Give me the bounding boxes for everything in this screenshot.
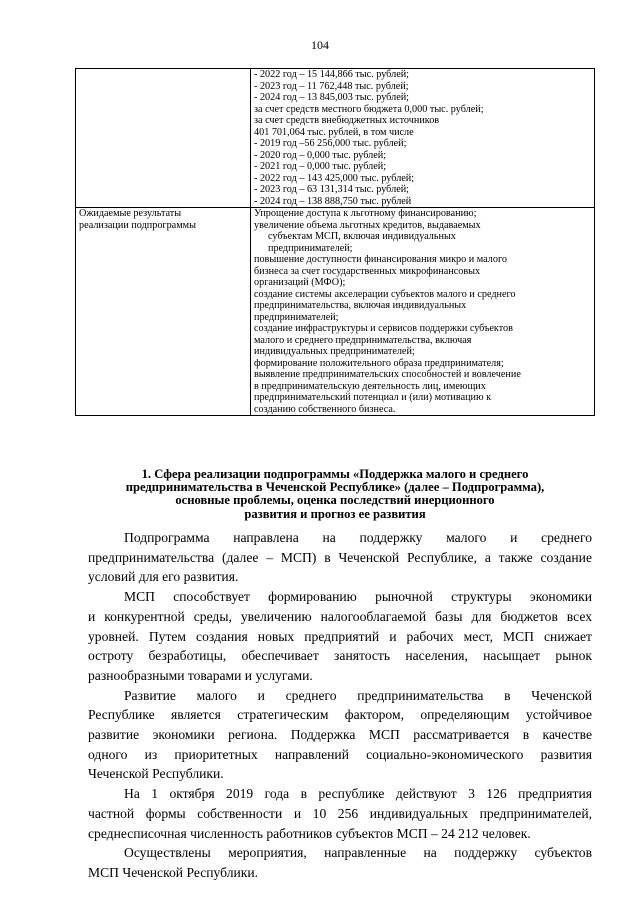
page-number: 104 bbox=[311, 38, 329, 52]
cell-line: выявление предпринимательских способностей и вовлечение bbox=[254, 369, 521, 380]
cell-line: предпринимательский потенциал и (или) мотивацию к bbox=[254, 392, 492, 403]
cell-line: - 2020 год – 0,000 тыс. рублей; bbox=[254, 149, 387, 161]
table-cell-label bbox=[76, 69, 251, 208]
paragraph bbox=[88, 784, 592, 843]
table-cell-value bbox=[251, 208, 595, 416]
section-heading bbox=[85, 468, 585, 521]
cell-line: созданию собственного бизнеса. bbox=[254, 403, 396, 415]
heading-line: основные проблемы, оценка последствий инерционного bbox=[175, 493, 495, 508]
paragraph-line: МСП способствует формированию рыночной структуры экономики bbox=[124, 589, 592, 605]
paragraph-line: частной формы собственности и 10 256 индивидуальных предпринимателей, bbox=[88, 805, 592, 821]
heading-line: предпринимательства в Чеченской Республике» (далее – Подпрограмма), bbox=[125, 480, 545, 495]
cell-line: в предпринимательскую деятельность лиц, имеющих bbox=[254, 380, 486, 392]
cell-line: предпринимателей; bbox=[254, 311, 339, 323]
paragraph-line: Развитие малого и среднего предпринимательства в Чеченской bbox=[124, 687, 592, 703]
paragraph bbox=[88, 528, 592, 587]
paragraph-line: Осуществлены мероприятия, направленные на поддержку субъектов bbox=[124, 845, 592, 861]
cell-line: субъектам МСП, включая индивидуальных bbox=[268, 231, 456, 242]
table-row bbox=[76, 69, 595, 208]
cell-line: малого и среднего предпринимательства, включая bbox=[254, 334, 472, 346]
table-cell-value bbox=[251, 69, 595, 208]
cell-line: повышение доступности финансирования микро и малого bbox=[254, 254, 507, 265]
cell-line: за счет средств местного бюджета 0,000 тыс. рублей; bbox=[254, 103, 484, 115]
paragraph bbox=[88, 843, 592, 882]
cell-line: Ожидаемые результаты bbox=[79, 208, 182, 219]
paragraph-line: одного из приоритетных направлений социально-экономического развития bbox=[88, 746, 592, 762]
paragraph-line: МСП Чеченской Республики. bbox=[88, 864, 259, 880]
cell-line: - 2022 год – 143 425,000 тыс. рублей; bbox=[254, 172, 415, 184]
cell-line: за счет средств внебюджетных источников bbox=[254, 115, 440, 126]
cell-line: увеличение объема льготных кредитов, выдаваемых bbox=[254, 219, 481, 231]
heading-line: 1. Сфера реализации подпрограммы «Поддержка малого и среднего bbox=[141, 467, 529, 481]
cell-line: создание инфраструктуры и сервисов поддержки субъектов bbox=[254, 323, 513, 334]
cell-line: 401 701,064 тыс. рублей, в том числе bbox=[254, 126, 414, 138]
subprogram-passport-table bbox=[75, 68, 595, 416]
paragraph-line: и конкурентной среды, увеличению налогооблагаемой базы для бюджетов всех bbox=[88, 608, 592, 624]
body-text bbox=[88, 528, 592, 883]
table-cell-label bbox=[76, 208, 251, 416]
paragraph-line: остроту безработицы, обеспечивает занятость населения, насыщает рынок bbox=[88, 648, 592, 664]
paragraph-line: разнообразными товарами и услугами. bbox=[88, 667, 313, 683]
paragraph-line: Чеченской Республики. bbox=[88, 766, 224, 782]
cell-line: Упрощение доступа к льготному финансированию; bbox=[254, 208, 477, 219]
cell-line: предпринимателей; bbox=[268, 242, 353, 254]
paragraph-line: предпринимательства (далее – МСП) в Чеченской Республике, а также создание bbox=[88, 549, 592, 565]
paragraph bbox=[88, 686, 592, 785]
cell-line: - 2019 год –56 256,000 тыс. рублей; bbox=[254, 138, 407, 149]
paragraph-line: Республике является стратегическим фактором, определяющим устойчивое bbox=[88, 707, 592, 723]
cell-line: индивидуальных предпринимателей; bbox=[254, 346, 415, 357]
paragraph-line: условий для его развития. bbox=[88, 569, 239, 585]
paragraph-line: Подпрограмма направлена на поддержку малого и среднего bbox=[124, 530, 592, 545]
cell-line: - 2023 год – 11 762,448 тыс. рублей; bbox=[254, 80, 409, 92]
cell-line: - 2022 год – 15 144,866 тыс. рублей; bbox=[254, 69, 409, 80]
cell-line: - 2024 год – 138 888,750 тыс. рублей bbox=[254, 195, 412, 207]
cell-line: - 2023 год – 63 131,314 тыс. рублей; bbox=[254, 184, 409, 195]
cell-line: - 2021 год – 0,000 тыс. рублей; bbox=[254, 161, 387, 172]
table-row bbox=[76, 208, 595, 416]
cell-line: формирование положительного образа предпринимателя; bbox=[254, 357, 504, 369]
cell-line: бизнеса за счет государственных микрофинансовых bbox=[254, 265, 481, 277]
cell-line: организаций (МФО); bbox=[254, 277, 346, 288]
cell-line: создание системы акселерации субъектов малого и среднего bbox=[254, 288, 516, 300]
paragraph-line: На 1 октября 2019 года в республике действуют 3 126 предприятия bbox=[124, 786, 592, 802]
paragraph-line: среднесписочная численность работников субъектов МСП – 24 212 человек. bbox=[88, 825, 531, 841]
cell-line: реализации подпрограммы bbox=[79, 219, 196, 231]
cell-line: предпринимательства, включая индивидуальных bbox=[254, 300, 467, 311]
cell-line: - 2024 год – 13 845,003 тыс. рублей; bbox=[254, 92, 409, 103]
heading-line: развития и прогноз ее развития bbox=[244, 506, 426, 521]
paragraph bbox=[88, 587, 592, 686]
paragraph-line: уровней. Путем создания новых предприятий и рабочих мест, МСП снижает bbox=[88, 628, 592, 644]
paragraph-line: развитие экономики региона. Поддержка МСП рассматривается в качестве bbox=[88, 727, 592, 743]
